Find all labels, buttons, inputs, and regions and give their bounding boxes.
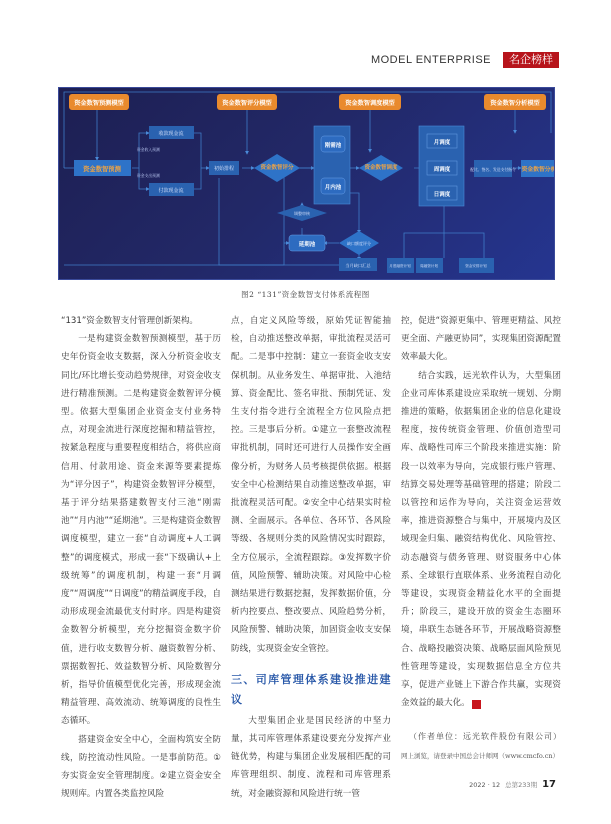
paragraph: 搭建资金安全中心，全面构筑安全防线，防控流动性风险。一是事前防范。①夯实资金安全管理制度。②建立资金安全规则库。内置各类监控风险 [61, 734, 221, 800]
svg-text:资金数智评分: 资金数智评分 [260, 165, 294, 171]
paragraph: 点，自定义风险等级，原始凭证智能抽检，自动推送整改单据，审批流程灵活可配。二是事中控制：建立一套资金收支安保机制。从业务发生、单据审批、入池结算、资金配比、签名审批、预制凭证、发生支付指令进行全流程全方位风险点把控。三是事后分析。①建立一套整改流程审批机制，同时还可进行人员操作安全画像分析，为财务人员考核提供依据。根据安全中心检测结果自动推送整改单据，审批流程灵活可配。②安全中心结果实时检测、全面展示。各单位、各环节、各风险等级、各规则分类的风险情况实时跟踪，全方位展示，全流程跟踪。③发挥数字价值，风险预警、辅助决策。对风险中心检测结果进行数据挖掘，发挥数据价值，分析内控要点、整改要点、风险趋势分析，风险预警、辅助决策，加固资金收支安保防线，实现资金安全管控。 [231, 316, 391, 654]
svg-text:资金数智调度: 资金数智调度 [364, 165, 398, 171]
svg-text:调整审核: 调整审核 [294, 211, 310, 216]
figure-caption: 图2 “131”资金数智支付体系流程图 [241, 290, 370, 299]
paragraph: 一是构建资金数智预测模型，基于历史年份资金收支数据，深入分析资金收支同比/环比增长变动趋势规律，对资金收支进行精准预测。二是构建资金数智评分模型。依据大型集团企业资金支付业务特点，对现金流进行深度挖掘和精益管控，按紧急程度与重要程度相结合，将供应商信用、付款用途、资金来源等要素提炼为“评分因子”，构建资金数智评分模型，基于评分结果搭建数智支付三池“刚需池”“月内池”“延期池”。三是构建资金数智调度模型，建立一套“自动调度+人工调整”的调度模式，形成一套“下级确认+上级统筹”的调度机制，构建一套“月调度”“周调度”“日调度”的精益调度手段，自动形成现金流最优支付时序。四是构建资金数智分析模型，充分挖掘资金数字价值，进行收支数智分析、融资数智分析、票据数智托、效益数智分析、风险数智分析，指导价值模型优化完善，形成现金流精益管理、高效流动、统筹调度的良性生态循环。 [61, 334, 221, 727]
svg-text:刚需池: 刚需池 [324, 143, 342, 149]
svg-text:付款现金流: 付款现金流 [158, 188, 184, 194]
text-column-1 [61, 312, 221, 803]
paragraph: 结合实践，远光软件认为，大型集团企业司库体系建设应采取统一规划、分期推进的策略，依据集团企业的信息化建设程度，按传统资金管理、价值创造型司库、战略性司库三个阶段来推进实施：阶段一以效率为导向，完成银行账户管理、结算交易处理等基础管理的搭建；阶段二以管控和运作为导向，关注资金运营效率，推进资源整合与集中，开展境内及区域现金归集、融资结构优化、风险管控、动态融资与债务管理、财资服务中心体系、全球银行直联体系、业务流程自动化等建设，实现资金精益化水平的全面提升；阶段三，建设开放的资金生态圈环境，串联生态链各环节，开展战略资源整合、战略投融资决策、战略层面风险预见性管理等建设，实现数据信息全方位共享，促进产业链上下游合作共赢，实现资金效益的最大化。 C [401, 370, 561, 709]
svg-text:日调度: 日调度 [433, 192, 451, 198]
svg-text:资金数智调度模型: 资金数智调度模型 [345, 100, 395, 107]
svg-text:资金数智预测: 资金数智预测 [83, 166, 121, 173]
author-affiliation: （作者单位：远光软件股份有限公司） [409, 732, 562, 742]
svg-text:资金数智评分模型: 资金数智评分模型 [222, 100, 272, 107]
end-mark-icon: C [472, 700, 481, 709]
svg-text:月内池: 月内池 [324, 185, 342, 191]
svg-text:缺口额度评分: 缺口额度评分 [347, 241, 371, 246]
section-badge: 名企榜样 [503, 52, 559, 68]
paragraph: 大型集团企业是国民经济的中坚力量，其司库管理体系建设要充分发挥产业链优势，构建与集团企业发展相匹配的司库管理组织、制度、流程和司库管理系统，对金融资源和风险进行统一管 [231, 715, 391, 799]
page-header [371, 52, 559, 68]
website-note: 网上浏览，请登录中国总会计师网（www.cmcfo.cn） [401, 752, 560, 761]
svg-text:资金数智分析: 资金数智分析 [521, 167, 556, 173]
svg-text:初始排程: 初始排程 [213, 166, 235, 172]
svg-text:当月缺口汇总: 当月缺口汇总 [345, 263, 371, 268]
text-column-3 [401, 312, 561, 763]
svg-text:收款现金流: 收款现金流 [158, 131, 184, 137]
svg-text:周融资计划: 周融资计划 [420, 264, 438, 268]
paragraph: “131”资金数智支付管理创新架构。 [61, 316, 199, 326]
svg-text:资金安排计划: 资金安排计划 [465, 264, 487, 268]
svg-text:延期池: 延期池 [298, 242, 316, 248]
issue-date: 2022 · 12 [469, 781, 501, 789]
page-number: 17 [542, 779, 556, 790]
text-column-2 [231, 312, 391, 803]
svg-text:月调度: 月调度 [433, 140, 451, 146]
issue-number: 总第233期 [505, 781, 538, 789]
flowchart-figure [58, 87, 555, 280]
svg-text:周调度: 周调度 [433, 167, 451, 173]
section-heading: 三、司库管理体系建设推进建议 [231, 672, 391, 706]
svg-text:资金收入预测: 资金收入预测 [137, 147, 160, 152]
model-forecast-label: 资金数智预测模型 [74, 100, 124, 107]
svg-text:资金数智分析模型: 资金数智分析模型 [490, 100, 540, 107]
svg-text:配比、签名、发送支付指令: 配比、签名、发送支付指令 [470, 167, 516, 172]
svg-text:月度融资计划: 月度融资计划 [389, 264, 411, 268]
svg-text:资金支出预测: 资金支出预测 [137, 173, 160, 178]
paragraph: 控，促进“资源更集中、管理更精益、风控更全面、产融更协同”，实现集团资源配置效率最大化。 [401, 316, 561, 363]
page-footer [469, 779, 556, 790]
section-name-en: MODEL ENTERPRISE [370, 54, 491, 66]
